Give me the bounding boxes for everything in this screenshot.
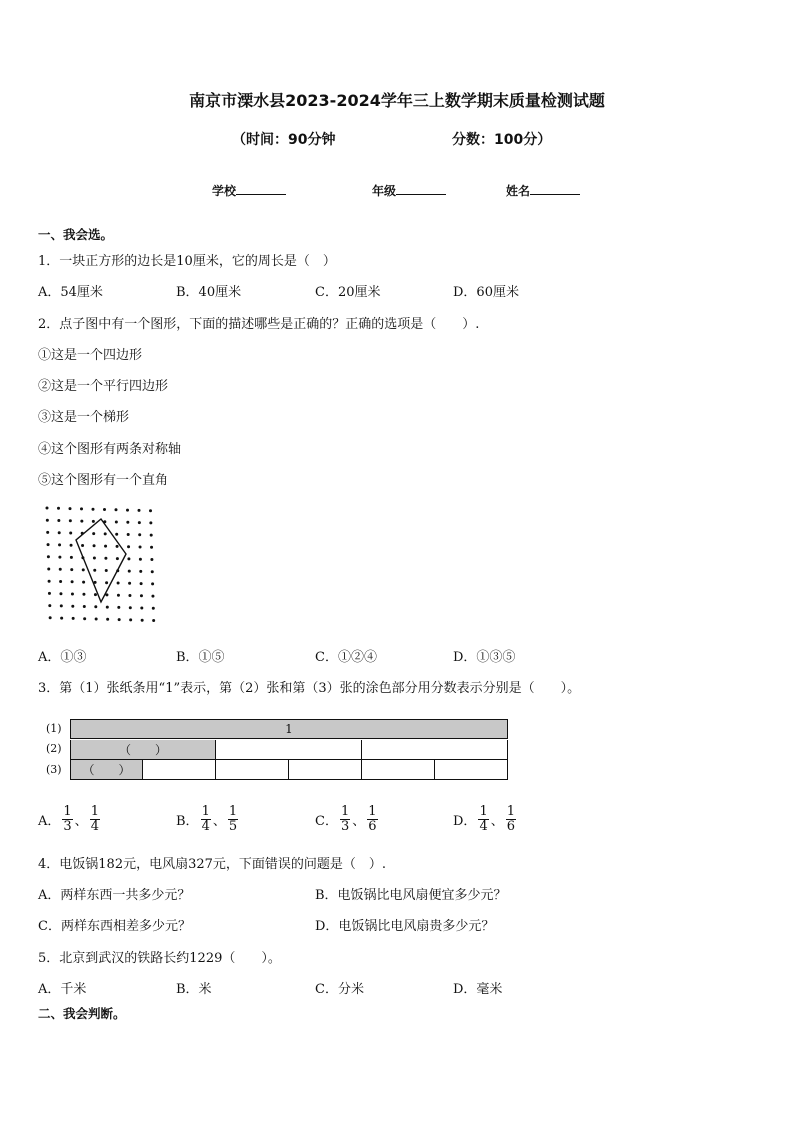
- grid-dot: [71, 605, 74, 608]
- fraction: $\frac{1}{5}$: [228, 804, 238, 834]
- q5-option-d[interactable]: D．毫米: [453, 982, 503, 997]
- grid-dot: [59, 568, 62, 571]
- dot-grid-figure: [40, 502, 160, 628]
- grid-dot: [93, 557, 96, 560]
- school-label: 学校: [212, 184, 237, 198]
- q3-option-b[interactable]: B． $\frac{1}{4}$ 、 $\frac{1}{5}$: [176, 804, 238, 834]
- question-2-text: 2．点子图中有一个图形，下面的描述哪些是正确的？正确的选项是（ ）.: [38, 317, 480, 332]
- grid-dot: [94, 593, 97, 596]
- paper-strip-1: [70, 719, 508, 739]
- strip-label-1: (1): [46, 722, 62, 735]
- exam-time: （时间：90分钟: [232, 132, 336, 148]
- q4-option-c[interactable]: C．两样东西相差多少元？: [38, 919, 191, 934]
- grid-dot: [115, 533, 118, 536]
- q2-statement-5: ⑤这个图形有一个直角: [38, 473, 169, 488]
- grid-dot: [69, 507, 72, 510]
- grid-dot: [126, 521, 129, 524]
- strip-2-part: [362, 740, 508, 760]
- grid-dot: [126, 509, 129, 512]
- grid-dot: [117, 606, 120, 609]
- grid-dot: [95, 618, 98, 621]
- dot-grid: [46, 507, 156, 623]
- strip-1-whole: 1: [70, 719, 508, 739]
- q3-option-d[interactable]: D． $\frac{1}{4}$ 、 $\frac{1}{6}$: [453, 804, 516, 834]
- grid-dot: [105, 569, 108, 572]
- strip-3-part: [216, 760, 289, 780]
- strip-3-part: [143, 760, 216, 780]
- q5-option-a[interactable]: A．千米: [38, 982, 87, 997]
- grid-dot: [80, 507, 83, 510]
- grid-dot: [117, 582, 120, 585]
- grid-dot: [70, 544, 73, 547]
- q1-option-b[interactable]: B．40厘米: [176, 285, 242, 300]
- grid-dot: [46, 507, 49, 510]
- grid-dot: [105, 581, 108, 584]
- grid-dot: [46, 519, 49, 522]
- q3-option-a[interactable]: A． $\frac{1}{3}$ 、 $\frac{1}{4}$: [38, 804, 99, 834]
- question-5-text: 5．北京到武汉的铁路长约1229（ ）。: [38, 951, 281, 966]
- q1-option-c[interactable]: C．20厘米: [315, 285, 381, 300]
- grid-dot: [49, 616, 52, 619]
- grid-dot: [104, 557, 107, 560]
- section-title: 二、我会判断。: [38, 1006, 126, 1021]
- fraction: $\frac{1}{4}$: [90, 804, 99, 834]
- grid-dot: [71, 580, 74, 583]
- grid-dot: [82, 593, 85, 596]
- grid-dot: [150, 546, 153, 549]
- grid-dot: [152, 607, 155, 610]
- grid-dot: [140, 594, 143, 597]
- grid-dot: [127, 533, 130, 536]
- grid-dot: [60, 617, 63, 620]
- q3-option-c[interactable]: C． $\frac{1}{3}$ 、 $\frac{1}{6}$: [315, 804, 377, 834]
- school-blank[interactable]: [236, 182, 286, 195]
- grid-dot: [139, 570, 142, 573]
- grid-dot: [69, 532, 72, 535]
- grid-dot: [71, 593, 74, 596]
- q2-statement-3: ③这是一个梯形: [38, 410, 130, 425]
- q4-option-b[interactable]: B．电饭锅比电风扇便宜多少元？: [315, 888, 507, 903]
- grid-dot: [129, 618, 132, 621]
- grid-dot: [151, 595, 154, 598]
- q2-statement-1: ①这是一个四边形: [38, 348, 143, 363]
- grid-dot: [129, 606, 132, 609]
- grid-dot: [46, 531, 49, 534]
- grid-dot: [150, 534, 153, 537]
- grid-dot: [103, 508, 106, 511]
- section-title: 一、我会选。: [38, 227, 114, 242]
- grid-dot: [92, 520, 95, 523]
- grid-dot: [70, 568, 73, 571]
- grid-dot: [59, 592, 62, 595]
- grid-dot: [116, 557, 119, 560]
- q5-option-b[interactable]: B．米: [176, 982, 212, 997]
- grid-dot: [93, 544, 96, 547]
- fraction: $\frac{1}{3}$: [63, 804, 72, 834]
- grid-dot: [128, 594, 131, 597]
- name-label: 姓名: [506, 184, 531, 198]
- grid-dot: [150, 558, 153, 561]
- grid-dot: [152, 619, 155, 622]
- grid-dot: [48, 604, 51, 607]
- strip-3-part: [435, 760, 508, 780]
- grid-dot: [47, 555, 50, 558]
- strip-label-2: (2): [46, 742, 62, 755]
- paper-strip-3: [70, 760, 508, 780]
- grid-dot: [151, 582, 154, 585]
- fraction: $\frac{1}{4}$: [479, 804, 488, 834]
- question-3-text: 3．第（1）张纸条用“1”表示，第（2）张和第（3）张的涂色部分用分数表示分别是（ ）。: [38, 681, 581, 696]
- grid-dot: [138, 509, 141, 512]
- grid-dot: [116, 545, 119, 548]
- grid-dot: [72, 617, 75, 620]
- grid-dot: [60, 604, 63, 607]
- grid-dot: [115, 521, 118, 524]
- grid-dot: [151, 570, 154, 573]
- grid-dot: [58, 556, 61, 559]
- grid-dot: [106, 618, 109, 621]
- grid-dot: [140, 582, 143, 585]
- question-1-text: 1．一块正方形的边长是10厘米，它的周长是（ ）: [38, 254, 336, 269]
- paper-strip-2: [70, 740, 508, 760]
- grid-dot: [48, 580, 51, 583]
- grade-label: 年级: [372, 184, 397, 198]
- grid-dot: [139, 558, 142, 561]
- grid-dot: [140, 607, 143, 610]
- grid-dot: [93, 569, 96, 572]
- q2-statement-4: ④这个图形有两条对称轴: [38, 442, 182, 457]
- grid-dot: [115, 508, 118, 511]
- grid-dot: [139, 546, 142, 549]
- grid-dot: [118, 618, 121, 621]
- page-title: 南京市溧水县2023-2024学年三上数学期末质量检测试题: [189, 91, 605, 110]
- q2-option-d[interactable]: D．①③⑤: [453, 650, 516, 665]
- grid-dot: [128, 570, 131, 573]
- name-blank[interactable]: [530, 182, 580, 195]
- q1-option-a[interactable]: A．54厘米: [38, 285, 103, 300]
- q2-statement-2: ②这是一个平行四边形: [38, 379, 169, 394]
- q4-option-d[interactable]: D．电饭锅比电风扇贵多少元？: [315, 919, 495, 934]
- grade-blank[interactable]: [396, 182, 446, 195]
- strip-label-3: (3): [46, 763, 62, 776]
- strip-3-shaded-part: （ ）: [70, 760, 143, 780]
- grid-dot: [82, 568, 85, 571]
- grid-dot: [69, 519, 72, 522]
- strip-3-part: [289, 760, 362, 780]
- grid-dot: [83, 617, 86, 620]
- grid-dot: [92, 508, 95, 511]
- grid-dot: [57, 519, 60, 522]
- fraction: $\frac{1}{3}$: [340, 804, 350, 834]
- grid-dot: [104, 545, 107, 548]
- kite-shape: [76, 519, 126, 602]
- grid-dot: [47, 543, 50, 546]
- grid-dot: [80, 520, 83, 523]
- grid-dot: [70, 556, 73, 559]
- q4-option-a[interactable]: A．两样东西一共多少元？: [38, 888, 191, 903]
- grid-dot: [149, 509, 152, 512]
- q2-option-c[interactable]: C．①②④: [315, 650, 377, 665]
- exam-score: 分数：100分）: [452, 132, 552, 148]
- q1-option-d[interactable]: D．60厘米: [453, 285, 519, 300]
- strip-2-shaded-part: （ ）: [70, 740, 216, 760]
- fraction: $\frac{1}{4}$: [201, 804, 210, 834]
- grid-dot: [141, 619, 144, 622]
- grid-dot: [59, 580, 62, 583]
- grid-dot: [58, 543, 61, 546]
- fraction: $\frac{1}{6}$: [368, 804, 377, 834]
- q2-option-a[interactable]: A．①③: [38, 650, 87, 665]
- grid-dot: [83, 605, 86, 608]
- grid-dot: [82, 581, 85, 584]
- q5-option-c[interactable]: C．分米: [315, 982, 364, 997]
- strip-3-part: [362, 760, 435, 780]
- grid-dot: [48, 592, 51, 595]
- grid-dot: [47, 568, 50, 571]
- grid-dot: [127, 545, 130, 548]
- name-field: [506, 182, 580, 199]
- grid-dot: [117, 594, 120, 597]
- grade-field: [372, 182, 446, 199]
- grid-dot: [138, 521, 141, 524]
- grid-dot: [81, 544, 84, 547]
- strip-2-part: [216, 740, 362, 760]
- grid-dot: [92, 532, 95, 535]
- question-4-text: 4．电饭锅182元，电风扇327元，下面错误的问题是（ ）.: [38, 857, 387, 872]
- grid-dot: [106, 606, 109, 609]
- grid-dot: [58, 531, 61, 534]
- grid-dot: [57, 507, 60, 510]
- grid-dot: [128, 582, 131, 585]
- grid-dot: [149, 521, 152, 524]
- grid-dot: [127, 557, 130, 560]
- fraction: $\frac{1}{6}$: [506, 804, 516, 834]
- grid-dot: [94, 605, 97, 608]
- q2-option-b[interactable]: B．①⑤: [176, 650, 225, 665]
- grid-dot: [138, 533, 141, 536]
- school-field: [212, 182, 286, 199]
- grid-dot: [104, 532, 107, 535]
